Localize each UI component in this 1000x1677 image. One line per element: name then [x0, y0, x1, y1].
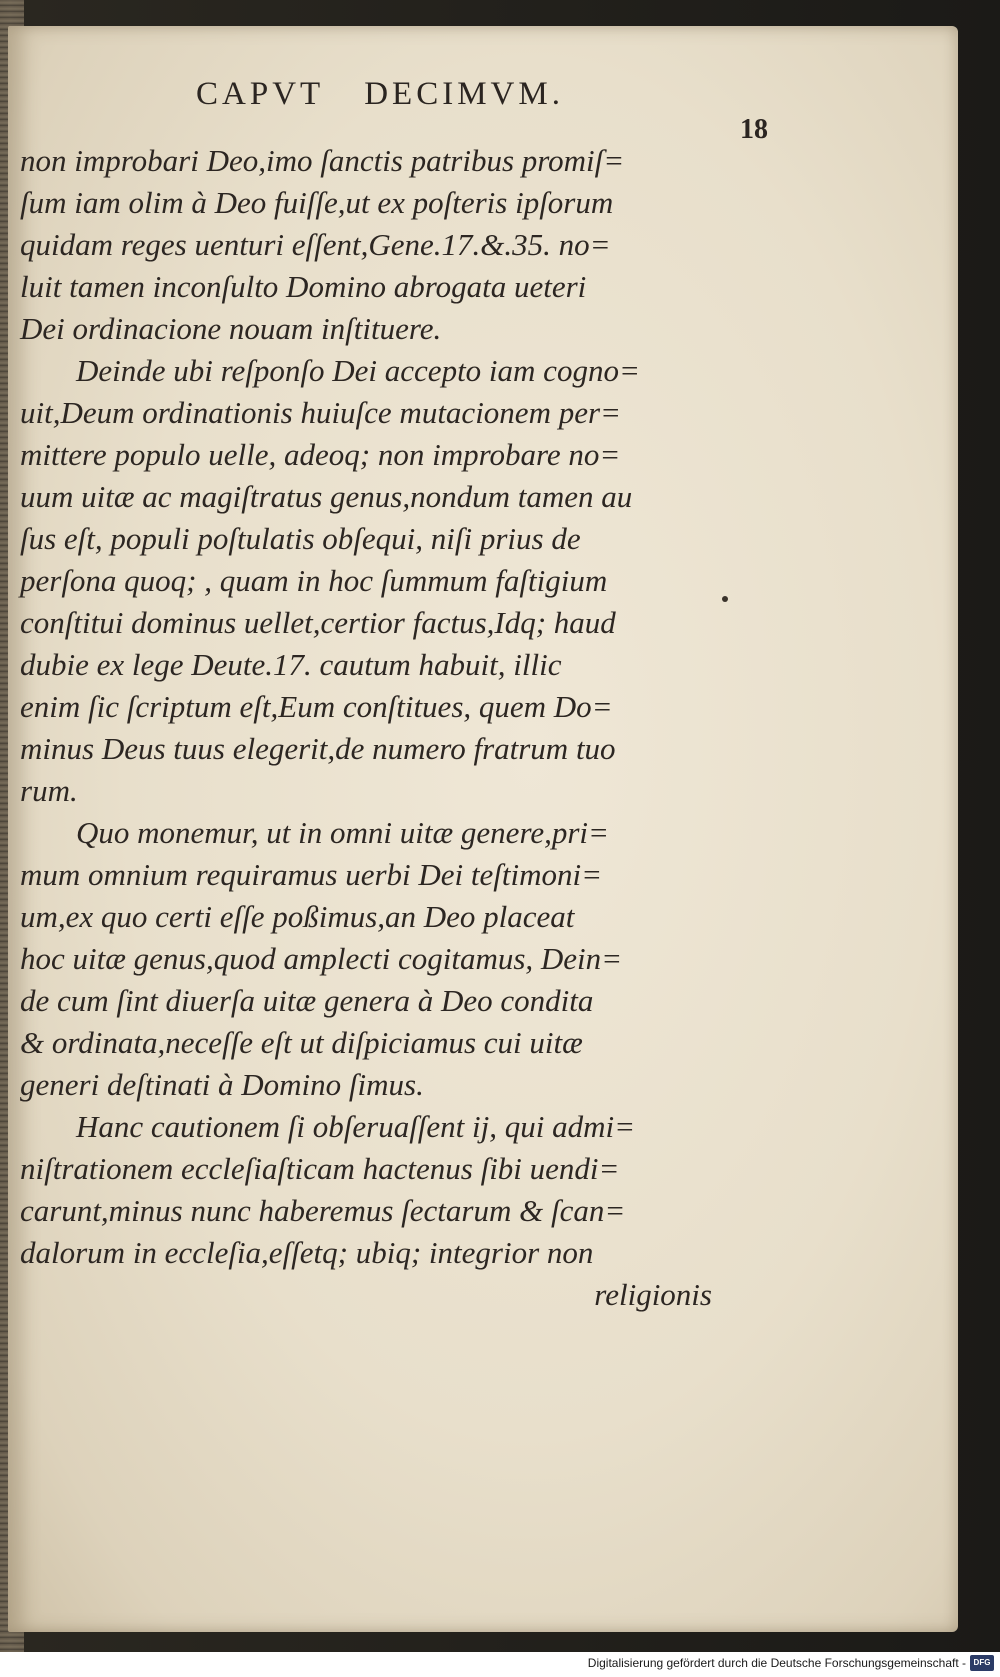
text-line-8: mittere populo uelle, adeoq; non improbare no= [20, 437, 621, 472]
text-line-26: carunt,minus nunc haberemus ſectarum & ſcan= [20, 1193, 626, 1228]
text-line-5: Dei ordinacione nouam inſtituere. [20, 311, 442, 346]
text-line-27: dalorum in eccleſia,eſſetq; ubiq; integrior non [20, 1235, 594, 1270]
text-line-21: de cum ſint diuerſa uitæ genera à Deo condita [20, 983, 594, 1018]
text-line-18: mum omnium requiramus uerbi Dei teſtimoni= [20, 857, 603, 892]
text-line-1: non improbari Deo,imo ſanctis patribus promiſ= [20, 143, 625, 178]
text-line-25: niſtrationem eccleſiaſticam hactenus ſibi uendi= [20, 1151, 620, 1186]
text-line-22: & ordinata,neceſſe eſt ut diſpiciamus cui uitæ [20, 1025, 583, 1060]
text-line-11: perſona quoq; , quam in hoc ſummum faſtigium [20, 563, 608, 598]
digitization-credit: Digitalisierung gefördert durch die Deutsche Forschungsgemeinschaft - [587, 1656, 966, 1670]
running-head-left: CAPVT [196, 76, 325, 112]
text-line-2: ſum iam olim à Deo fuiſſe,ut ex poſteris ipſorum [20, 185, 614, 220]
text-line-13: dubie ex lege Deute.17. cautum habuit, illic [20, 647, 562, 682]
text-line-20: hoc uitæ genus,quod amplecti cogitamus, Dein= [20, 941, 623, 976]
text-line-4: luit tamen inconſulto Domino abrogata ueteri [20, 269, 587, 304]
text-line-17: Quo monemur, ut in omni uitæ genere,pri= [76, 815, 609, 850]
text-line-3: quidam reges uenturi eſſent,Gene.17.&.35. no= [20, 227, 611, 262]
text-line-9: uum uitæ ac magiſtratus genus,nondum tamen au [20, 479, 633, 514]
page-number: 18 [740, 114, 768, 145]
text-line-12: conſtitui dominus uellet,certior factus,Idq; haud [20, 605, 616, 640]
text-line-14: enim ſic ſcriptum eſt,Eum conſtitues, quem Do= [20, 689, 613, 724]
catchword: religionis [594, 1277, 712, 1312]
dfg-logo-icon: DFG [970, 1655, 994, 1671]
margin-dot [722, 596, 728, 602]
running-head-right: DECIMVM. [364, 76, 564, 112]
text-line-23: generi deſtinati à Domino ſimus. [20, 1067, 424, 1102]
text-line-24: Hanc cautionem ſi obſeruaſſent ij, qui admi= [76, 1109, 636, 1144]
text-line-16: rum. [20, 773, 78, 808]
text-line-10: ſus eſt, populi poſtulatis obſequi, niſi prius de [20, 521, 581, 556]
text-line-7: uit,Deum ordinationis huiuſce mutacionem per= [20, 395, 621, 430]
body-text [20, 140, 720, 1316]
text-line-15: minus Deus tuus elegerit,de numero fratrum tuo [20, 731, 616, 766]
text-line-6: Deinde ubi reſponſo Dei accepto iam cogno= [76, 353, 640, 388]
text-line-19: um,ex quo certi eſſe poßimus,an Deo placeat [20, 899, 575, 934]
running-head [140, 76, 620, 132]
